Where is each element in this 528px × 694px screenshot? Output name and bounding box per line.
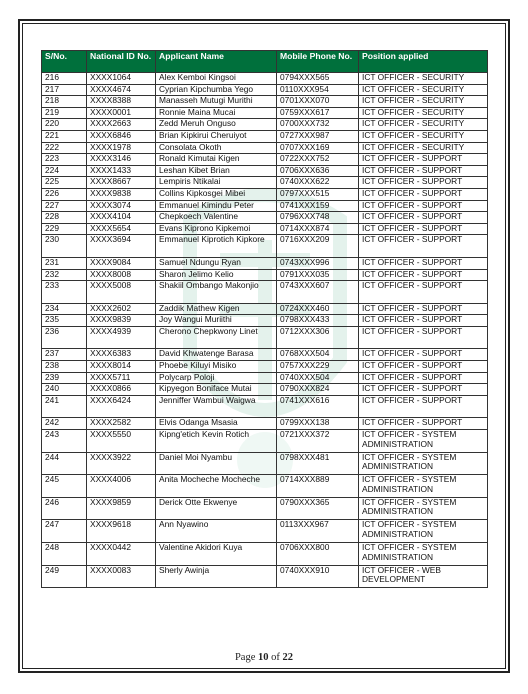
cell-applicant-name: Cyprian Kipchumba Yego xyxy=(156,84,277,96)
cell-applicant-name: Samuel Ndungu Ryan xyxy=(156,257,277,269)
header-mobile-phone: Mobile Phone No. xyxy=(277,51,359,73)
cell-applicant-name: Emmanuel Kiprotich Kipkore xyxy=(156,235,277,258)
header-applicant-name: Applicant Name xyxy=(156,51,277,73)
cell-sno: 248 xyxy=(42,543,87,566)
cell-applicant-name: Zaddik Mathew Kigen xyxy=(156,303,277,315)
table-row xyxy=(42,281,488,304)
cell-sno: 223 xyxy=(42,154,87,166)
cell-sno: 243 xyxy=(42,430,87,453)
cell-national-id: XXXX1978 xyxy=(87,142,156,154)
cell-mobile-phone: 0741XXX159 xyxy=(277,200,359,212)
cell-applicant-name: Alex Kemboi Kingsoi xyxy=(156,73,277,85)
cell-applicant-name: Lempiris Ntikalai xyxy=(156,177,277,189)
cell-national-id: XXXX9839 xyxy=(87,315,156,327)
cell-mobile-phone: 0741XXX616 xyxy=(277,395,359,418)
cell-applicant-name: Joy Wangui Muriithi xyxy=(156,315,277,327)
cell-position: ICT OFFICER - SUPPORT xyxy=(359,384,488,396)
footer-prefix: Page xyxy=(234,652,259,663)
cell-applicant-name: Kipng'etich Kevin Rotich xyxy=(156,430,277,453)
cell-sno: 231 xyxy=(42,257,87,269)
cell-mobile-phone: 0759XXX617 xyxy=(277,107,359,119)
cell-position: ICT OFFICER - SYSTEM ADMINISTRATION xyxy=(359,497,488,520)
cell-applicant-name: Sherly Awinja xyxy=(156,565,277,588)
cell-mobile-phone: 0727XXX987 xyxy=(277,130,359,142)
cell-national-id: XXXX0442 xyxy=(87,543,156,566)
cell-mobile-phone: 0707XXX169 xyxy=(277,142,359,154)
table-header-row xyxy=(42,51,488,73)
cell-position: ICT OFFICER - SUPPORT xyxy=(359,177,488,189)
table-row xyxy=(42,349,488,361)
cell-mobile-phone: 0113XXX967 xyxy=(277,520,359,543)
cell-mobile-phone: 0796XXX748 xyxy=(277,212,359,224)
cell-national-id: XXXX6846 xyxy=(87,130,156,142)
table-row xyxy=(42,452,488,475)
cell-position: ICT OFFICER - SUPPORT xyxy=(359,326,488,349)
cell-sno: 242 xyxy=(42,418,87,430)
cell-sno: 228 xyxy=(42,212,87,224)
cell-national-id: XXXX0083 xyxy=(87,565,156,588)
table-row xyxy=(42,361,488,373)
cell-applicant-name: Ronnie Maina Mucai xyxy=(156,107,277,119)
table-row xyxy=(42,73,488,85)
cell-applicant-name: Chepkoech Valentine xyxy=(156,212,277,224)
cell-national-id: XXXX3694 xyxy=(87,235,156,258)
cell-mobile-phone: 0768XXX504 xyxy=(277,349,359,361)
cell-national-id: XXXX3074 xyxy=(87,200,156,212)
cell-national-id: XXXX4104 xyxy=(87,212,156,224)
cell-sno: 227 xyxy=(42,200,87,212)
table-row xyxy=(42,165,488,177)
table-row xyxy=(42,107,488,119)
cell-applicant-name: Anita Mocheche Mocheche xyxy=(156,475,277,498)
cell-sno: 247 xyxy=(42,520,87,543)
cell-applicant-name: Elvis Odanga Msasia xyxy=(156,418,277,430)
table-row xyxy=(42,430,488,453)
table-row xyxy=(42,520,488,543)
table-row xyxy=(42,543,488,566)
cell-applicant-name: Derick Otte Ekwenye xyxy=(156,497,277,520)
cell-mobile-phone: 0712XXX306 xyxy=(277,326,359,349)
cell-national-id: XXXX9838 xyxy=(87,188,156,200)
footer-current-page: 10 xyxy=(258,652,269,663)
header-position: Position applied xyxy=(359,51,488,73)
table-row xyxy=(42,315,488,327)
cell-position: ICT OFFICER - SUPPORT xyxy=(359,315,488,327)
cell-position: ICT OFFICER - SUPPORT xyxy=(359,361,488,373)
cell-national-id: XXXX8388 xyxy=(87,96,156,108)
cell-national-id: XXXX8014 xyxy=(87,361,156,373)
cell-position: ICT OFFICER - SYSTEM ADMINISTRATION xyxy=(359,520,488,543)
cell-sno: 220 xyxy=(42,119,87,131)
cell-national-id: XXXX2582 xyxy=(87,418,156,430)
table-row xyxy=(42,418,488,430)
cell-national-id: XXXX3922 xyxy=(87,452,156,475)
cell-applicant-name: Shakiil Ombango Makonjio xyxy=(156,281,277,304)
table-row xyxy=(42,212,488,224)
footer-total-pages: 22 xyxy=(282,652,294,663)
cell-sno: 234 xyxy=(42,303,87,315)
cell-sno: 240 xyxy=(42,384,87,396)
table-row xyxy=(42,188,488,200)
cell-sno: 224 xyxy=(42,165,87,177)
table-row xyxy=(42,497,488,520)
cell-national-id: XXXX1433 xyxy=(87,165,156,177)
cell-applicant-name: Kipyegon Boniface Mutai xyxy=(156,384,277,396)
table-row xyxy=(42,84,488,96)
cell-sno: 246 xyxy=(42,497,87,520)
cell-position: ICT OFFICER - SUPPORT xyxy=(359,200,488,212)
cell-applicant-name: Consolata Okoth xyxy=(156,142,277,154)
cell-national-id: XXXX5008 xyxy=(87,281,156,304)
cell-applicant-name: Valentine Akidori Kuya xyxy=(156,543,277,566)
cell-national-id: XXXX8008 xyxy=(87,269,156,281)
cell-national-id: XXXX0866 xyxy=(87,384,156,396)
cell-applicant-name: Leshan Kibet Brian xyxy=(156,165,277,177)
cell-sno: 216 xyxy=(42,73,87,85)
cell-mobile-phone: 0740XXX910 xyxy=(277,565,359,588)
cell-national-id: XXXX0001 xyxy=(87,107,156,119)
cell-position: ICT OFFICER - WEB DEVELOPMENT xyxy=(359,565,488,588)
cell-national-id: XXXX6424 xyxy=(87,395,156,418)
cell-position: ICT OFFICER - SUPPORT xyxy=(359,223,488,235)
cell-applicant-name: Collins Kipkosgei Mibei xyxy=(156,188,277,200)
cell-applicant-name: Polycarp Poloji xyxy=(156,372,277,384)
cell-applicant-name: Brian Kipkirui Cheruiyot xyxy=(156,130,277,142)
cell-sno: 229 xyxy=(42,223,87,235)
cell-national-id: XXXX2602 xyxy=(87,303,156,315)
cell-national-id: XXXX2663 xyxy=(87,119,156,131)
table-row xyxy=(42,235,488,258)
cell-applicant-name: Daniel Moi Nyambu xyxy=(156,452,277,475)
cell-position: ICT OFFICER - SYSTEM ADMINISTRATION xyxy=(359,475,488,498)
cell-position: ICT OFFICER - SUPPORT xyxy=(359,165,488,177)
table-row xyxy=(42,384,488,396)
cell-sno: 230 xyxy=(42,235,87,258)
cell-mobile-phone: 0757XXX229 xyxy=(277,361,359,373)
cell-position: ICT OFFICER - SYSTEM ADMINISTRATION xyxy=(359,430,488,453)
cell-mobile-phone: 0790XXX824 xyxy=(277,384,359,396)
table-row xyxy=(42,326,488,349)
cell-sno: 226 xyxy=(42,188,87,200)
applicants-table xyxy=(41,50,488,588)
cell-position: ICT OFFICER - SECURITY xyxy=(359,119,488,131)
cell-national-id: XXXX5550 xyxy=(87,430,156,453)
cell-position: ICT OFFICER - SECURITY xyxy=(359,73,488,85)
table-row xyxy=(42,119,488,131)
table-row xyxy=(42,130,488,142)
cell-applicant-name: David Khwatenge Barasa xyxy=(156,349,277,361)
table-body xyxy=(42,73,488,588)
cell-mobile-phone: 0794XXX565 xyxy=(277,73,359,85)
cell-mobile-phone: 0714XXX889 xyxy=(277,475,359,498)
cell-sno: 219 xyxy=(42,107,87,119)
cell-national-id: XXXX1064 xyxy=(87,73,156,85)
table-row xyxy=(42,269,488,281)
cell-position: ICT OFFICER - SUPPORT xyxy=(359,372,488,384)
cell-position: ICT OFFICER - SYSTEM ADMINISTRATION xyxy=(359,452,488,475)
cell-sno: 245 xyxy=(42,475,87,498)
cell-applicant-name: Emmanuel Kimindu Peter xyxy=(156,200,277,212)
table-row xyxy=(42,200,488,212)
cell-position: ICT OFFICER - SECURITY xyxy=(359,142,488,154)
table-row xyxy=(42,177,488,189)
table-row xyxy=(42,154,488,166)
cell-applicant-name: Sharon Jelimo Kelio xyxy=(156,269,277,281)
cell-mobile-phone: 0721XXX372 xyxy=(277,430,359,453)
cell-national-id: XXXX9084 xyxy=(87,257,156,269)
cell-position: ICT OFFICER - SECURITY xyxy=(359,107,488,119)
cell-sno: 237 xyxy=(42,349,87,361)
cell-sno: 235 xyxy=(42,315,87,327)
cell-sno: 221 xyxy=(42,130,87,142)
cell-sno: 218 xyxy=(42,96,87,108)
table-row xyxy=(42,96,488,108)
cell-mobile-phone: 0743XXX607 xyxy=(277,281,359,304)
cell-mobile-phone: 0714XXX874 xyxy=(277,223,359,235)
cell-applicant-name: Manasseh Mutugi Murithi xyxy=(156,96,277,108)
cell-mobile-phone: 0799XXX138 xyxy=(277,418,359,430)
header-sno: S/No. xyxy=(42,51,87,73)
cell-mobile-phone: 0110XXX954 xyxy=(277,84,359,96)
table-row xyxy=(42,303,488,315)
cell-sno: 249 xyxy=(42,565,87,588)
cell-sno: 244 xyxy=(42,452,87,475)
table-row xyxy=(42,372,488,384)
cell-mobile-phone: 0743XXX996 xyxy=(277,257,359,269)
cell-mobile-phone: 0700XXX732 xyxy=(277,119,359,131)
cell-mobile-phone: 0740XXX504 xyxy=(277,372,359,384)
cell-mobile-phone: 0716XXX209 xyxy=(277,235,359,258)
cell-applicant-name: Ann Nyawino xyxy=(156,520,277,543)
cell-position: ICT OFFICER - SUPPORT xyxy=(359,212,488,224)
cell-position: ICT OFFICER - SYSTEM ADMINISTRATION xyxy=(359,543,488,566)
cell-position: ICT OFFICER - SUPPORT xyxy=(359,281,488,304)
cell-national-id: XXXX5654 xyxy=(87,223,156,235)
footer-of: of xyxy=(268,652,283,663)
cell-sno: 238 xyxy=(42,361,87,373)
cell-sno: 225 xyxy=(42,177,87,189)
page-footer xyxy=(0,652,528,663)
cell-position: ICT OFFICER - SUPPORT xyxy=(359,303,488,315)
cell-national-id: XXXX9618 xyxy=(87,520,156,543)
cell-position: ICT OFFICER - SUPPORT xyxy=(359,269,488,281)
cell-position: ICT OFFICER - SECURITY xyxy=(359,96,488,108)
cell-mobile-phone: 0791XXX035 xyxy=(277,269,359,281)
cell-applicant-name: Jenniffer Wambui Waigwa xyxy=(156,395,277,418)
cell-national-id: XXXX4674 xyxy=(87,84,156,96)
cell-sno: 232 xyxy=(42,269,87,281)
cell-mobile-phone: 0706XXX800 xyxy=(277,543,359,566)
cell-national-id: XXXX4939 xyxy=(87,326,156,349)
cell-applicant-name: Evans Kiprono Kipkemoi xyxy=(156,223,277,235)
cell-position: ICT OFFICER - SECURITY xyxy=(359,130,488,142)
cell-position: ICT OFFICER - SUPPORT xyxy=(359,235,488,258)
cell-mobile-phone: 0724XXX460 xyxy=(277,303,359,315)
cell-national-id: XXXX8667 xyxy=(87,177,156,189)
cell-national-id: XXXX4006 xyxy=(87,475,156,498)
cell-position: ICT OFFICER - SUPPORT xyxy=(359,349,488,361)
cell-sno: 222 xyxy=(42,142,87,154)
cell-national-id: XXXX3146 xyxy=(87,154,156,166)
cell-position: ICT OFFICER - SUPPORT xyxy=(359,188,488,200)
cell-national-id: XXXX9859 xyxy=(87,497,156,520)
cell-sno: 236 xyxy=(42,326,87,349)
cell-sno: 241 xyxy=(42,395,87,418)
table-row xyxy=(42,223,488,235)
header-national-id: National ID No. xyxy=(87,51,156,73)
cell-sno: 239 xyxy=(42,372,87,384)
table-row xyxy=(42,257,488,269)
cell-mobile-phone: 0798XXX481 xyxy=(277,452,359,475)
table-row xyxy=(42,142,488,154)
table-row xyxy=(42,565,488,588)
cell-applicant-name: Phoebe Kiluyi Misiko xyxy=(156,361,277,373)
cell-mobile-phone: 0797XXX515 xyxy=(277,188,359,200)
table-row xyxy=(42,475,488,498)
cell-mobile-phone: 0798XXX433 xyxy=(277,315,359,327)
cell-position: ICT OFFICER - SUPPORT xyxy=(359,154,488,166)
cell-sno: 233 xyxy=(42,281,87,304)
cell-mobile-phone: 0701XXX070 xyxy=(277,96,359,108)
cell-applicant-name: Cherono Chepkwony Linet xyxy=(156,326,277,349)
cell-position: ICT OFFICER - SECURITY xyxy=(359,84,488,96)
cell-national-id: XXXX6383 xyxy=(87,349,156,361)
table-row xyxy=(42,395,488,418)
cell-mobile-phone: 0722XXX752 xyxy=(277,154,359,166)
cell-applicant-name: Zedd Meruh Onguso xyxy=(156,119,277,131)
cell-mobile-phone: 0706XXX636 xyxy=(277,165,359,177)
cell-applicant-name: Ronald Kimutai Kigen xyxy=(156,154,277,166)
cell-position: ICT OFFICER - SUPPORT xyxy=(359,418,488,430)
cell-mobile-phone: 0790XXX365 xyxy=(277,497,359,520)
cell-position: ICT OFFICER - SUPPORT xyxy=(359,395,488,418)
cell-national-id: XXXX5711 xyxy=(87,372,156,384)
cell-position: ICT OFFICER - SUPPORT xyxy=(359,257,488,269)
cell-sno: 217 xyxy=(42,84,87,96)
cell-mobile-phone: 0740XXX622 xyxy=(277,177,359,189)
